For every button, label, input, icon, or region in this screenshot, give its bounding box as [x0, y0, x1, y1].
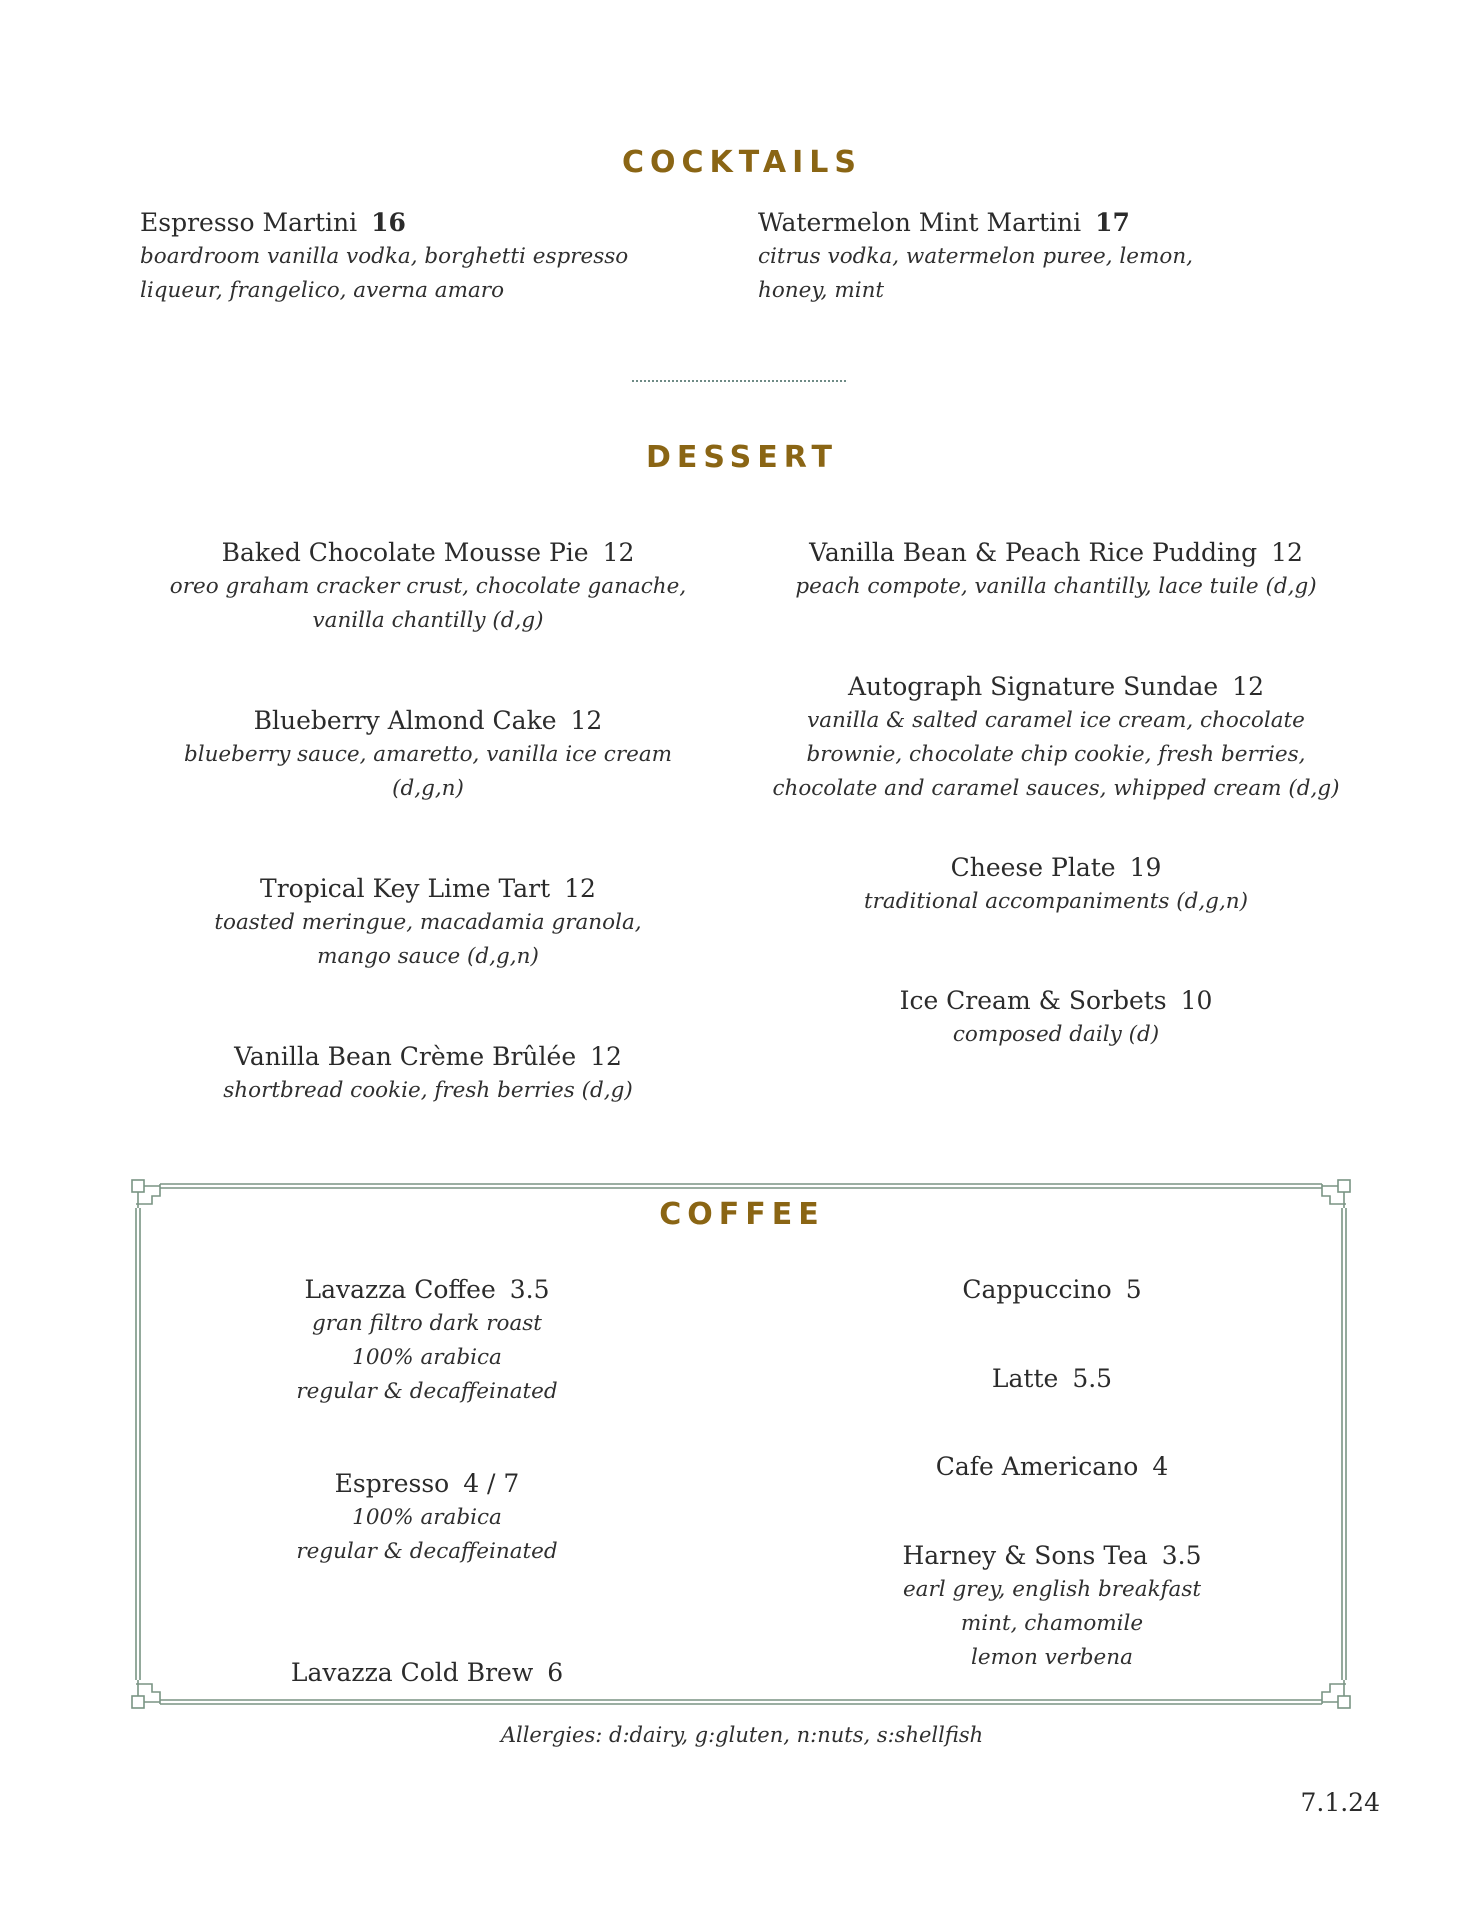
item-price: 3.5	[1161, 1541, 1202, 1570]
dessert-item	[148, 536, 708, 638]
item-price: 12	[1232, 672, 1264, 701]
menu-date: 7.1.24	[1300, 1788, 1380, 1817]
item-name-line	[187, 1273, 667, 1307]
item-name: Tropical Key Lime Tart	[260, 874, 551, 903]
item-description: brownie, chocolate chip cookie, fresh berries,	[806, 742, 1306, 767]
item-description: vanilla & salted caramel ice cream, chocolate	[807, 708, 1305, 733]
dessert-item	[756, 984, 1356, 1052]
item-name: Cheese Plate	[950, 853, 1116, 882]
item-name: Watermelon Mint Martini	[758, 208, 1082, 237]
item-description: honey, mint	[758, 278, 885, 303]
item-price: 4	[1152, 1452, 1169, 1481]
coffee-item	[187, 1656, 667, 1690]
item-name: Lavazza Cold Brew	[290, 1658, 534, 1687]
item-description: gran filtro dark roast	[312, 1311, 542, 1336]
item-price: 5	[1125, 1275, 1142, 1304]
item-name: Cappuccino	[962, 1275, 1112, 1304]
item-name-line	[812, 1273, 1292, 1307]
item-description: vanilla chantilly (d,g)	[312, 608, 544, 633]
item-description: chocolate and caramel sauces, whipped cream (d,g)	[772, 776, 1340, 801]
coffee-item	[812, 1450, 1292, 1484]
item-description: (d,g,n)	[392, 776, 464, 801]
item-description: 100% arabica	[352, 1345, 502, 1370]
item-price: 6	[547, 1658, 564, 1687]
item-description: citrus vodka, watermelon puree, lemon,	[758, 244, 1194, 269]
item-name-line	[140, 206, 628, 240]
dessert-item	[148, 704, 708, 806]
item-description: peach compote, vanilla chantilly, lace tuile (d,g)	[795, 574, 1317, 599]
item-price: 12	[564, 874, 596, 903]
item-name-line	[148, 704, 708, 738]
item-price: 5.5	[1072, 1364, 1113, 1393]
item-name-line	[812, 1450, 1292, 1484]
allergy-note: Allergies: d:dairy, g:gluten, n:nuts, s:shellfish	[500, 1723, 984, 1747]
coffee-item	[187, 1273, 667, 1409]
item-description: boardroom vanilla vodka, borghetti espresso	[140, 244, 629, 269]
item-name-line	[148, 1040, 708, 1074]
cocktail-item	[140, 206, 628, 308]
item-price: 16	[371, 208, 406, 237]
item-name: Latte	[991, 1364, 1059, 1393]
item-name: Blueberry Almond Cake	[253, 706, 557, 735]
item-name: Espresso Martini	[140, 208, 358, 237]
item-description: liqueur, frangelico, averna amaro	[140, 278, 505, 303]
dessert-item	[756, 536, 1356, 604]
item-name-line	[756, 670, 1356, 704]
item-price: 12	[570, 706, 603, 735]
item-name-line	[758, 206, 1193, 240]
coffee-title: COFFEE	[659, 1197, 825, 1232]
item-name-line	[187, 1656, 667, 1690]
item-description: regular & decaffeinated	[296, 1539, 558, 1564]
item-name: Cafe Americano	[935, 1452, 1139, 1481]
item-name-line	[812, 1362, 1292, 1396]
item-price: 4 / 7	[463, 1469, 520, 1498]
item-description: oreo graham cracker crust, chocolate ganache,	[169, 574, 687, 599]
item-description: 100% arabica	[352, 1505, 502, 1530]
item-name: Vanilla Bean & Peach Rice Pudding	[809, 538, 1258, 567]
item-description: mint, chamomile	[960, 1611, 1144, 1636]
item-name-line	[756, 851, 1356, 885]
item-description: traditional accompaniments (d,g,n)	[863, 889, 1249, 914]
item-name: Espresso	[334, 1469, 450, 1498]
item-description: composed daily (d)	[952, 1022, 1160, 1047]
item-name-line	[756, 536, 1356, 570]
item-description: blueberry sauce, amaretto, vanilla ice cream	[183, 742, 673, 767]
item-price: 17	[1095, 208, 1130, 237]
item-name: Vanilla Bean Crème Brûlée	[234, 1042, 577, 1071]
dessert-title: DESSERT	[646, 440, 838, 475]
item-name-line	[148, 872, 708, 906]
item-description: shortbread cookie, fresh berries (d,g)	[223, 1078, 633, 1103]
item-price: 3.5	[509, 1275, 550, 1304]
item-name-line	[756, 984, 1356, 1018]
coffee-item	[812, 1362, 1292, 1396]
section-divider	[632, 380, 846, 382]
item-price: 19	[1129, 853, 1162, 882]
item-price: 12	[602, 538, 635, 567]
item-name-line	[187, 1467, 667, 1501]
item-price: 12	[590, 1042, 622, 1071]
item-price: 12	[1271, 538, 1303, 567]
dessert-item	[756, 670, 1356, 806]
item-name-line	[812, 1539, 1292, 1573]
item-name: Ice Cream & Sorbets	[899, 986, 1167, 1015]
dessert-item	[148, 872, 708, 974]
item-name: Harney & Sons Tea	[902, 1541, 1148, 1570]
item-name: Lavazza Coffee	[304, 1275, 496, 1304]
item-description: earl grey, english breakfast	[902, 1577, 1202, 1602]
item-description: regular & decaffeinated	[296, 1379, 558, 1404]
item-name: Autograph Signature Sundae	[848, 672, 1219, 701]
item-name: Baked Chocolate Mousse Pie	[221, 538, 589, 567]
cocktails-title: COCKTAILS	[621, 145, 863, 180]
item-description: toasted meringue, macadamia granola,	[214, 910, 642, 935]
coffee-item	[812, 1273, 1292, 1307]
dessert-item	[148, 1040, 708, 1108]
coffee-item	[812, 1539, 1292, 1675]
item-price: 10	[1180, 986, 1213, 1015]
item-description: mango sauce (d,g,n)	[317, 944, 539, 969]
coffee-item	[187, 1467, 667, 1569]
dessert-item	[756, 851, 1356, 919]
item-description: lemon verbena	[971, 1645, 1133, 1670]
item-name-line	[148, 536, 708, 570]
cocktail-item	[758, 206, 1193, 308]
